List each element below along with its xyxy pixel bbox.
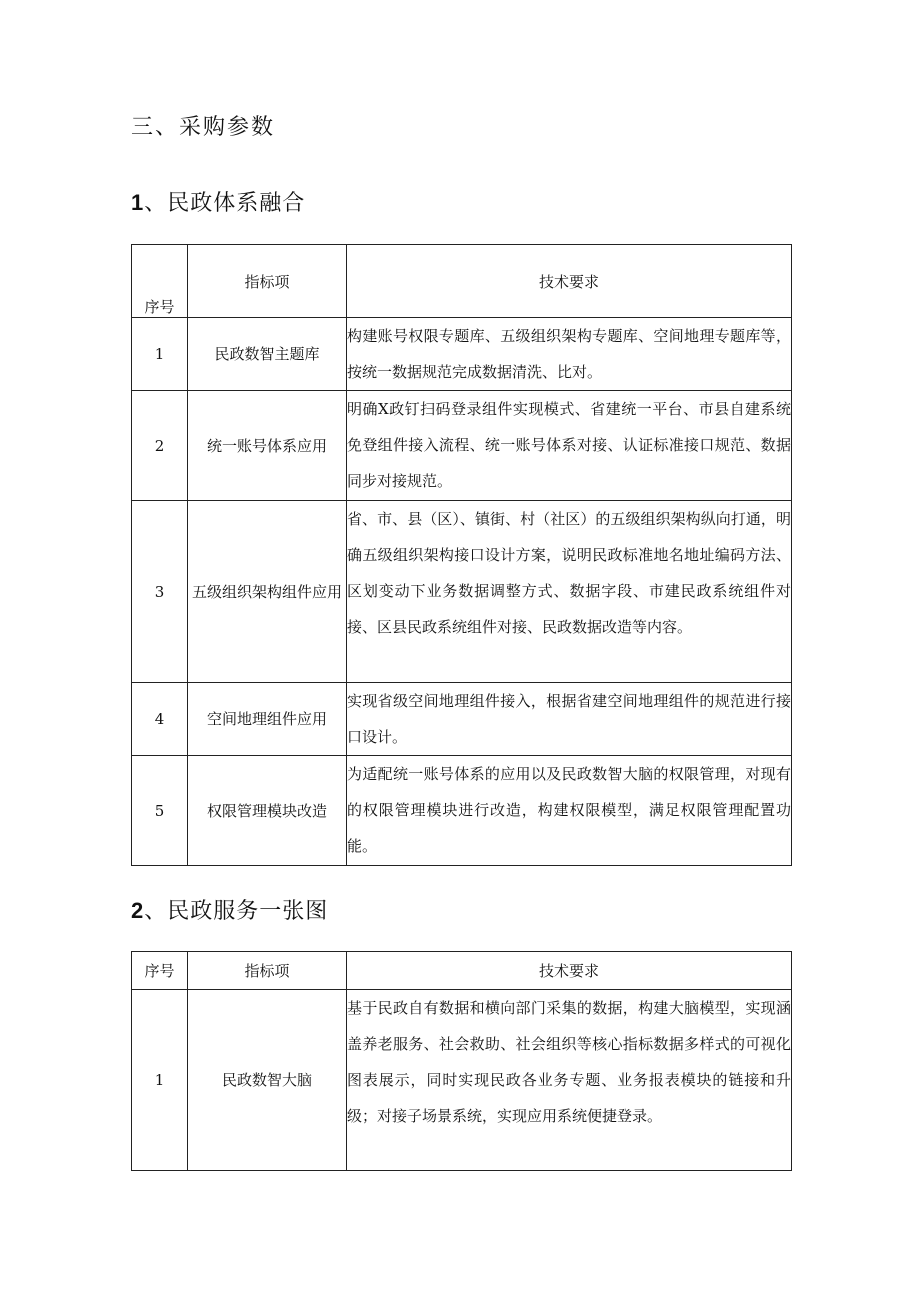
row-requirement: 基于民政自有数据和横向部门采集的数据，构建大脑模型，实现涵盖养老服务、社会救助、社会组织等核心指标数据多样式的可视化图表展示，同时实现民政各业务专题、业务报表模块的链接和升级；对接子场景系统，实现应用系统便捷登录。 (347, 990, 792, 1171)
header-item: 指标项 (188, 952, 347, 990)
table-row (132, 318, 792, 391)
section-1-title (131, 186, 305, 217)
row-index: 1 (132, 990, 188, 1171)
row-requirement: 实现省级空间地理组件接入，根据省建空间地理组件的规范进行接口设计。 (347, 683, 792, 756)
row-item: 五级组织架构组件应用 (188, 501, 347, 683)
row-index: 2 (132, 391, 188, 501)
row-requirement: 省、市、县（区）、镇街、村（社区）的五级组织架构纵向打通，明确五级组织架构接口设计方案，说明民政标准地名地址编码方法、区划变动下业务数据调整方式、数据字段、市建民政系统组件对接、区县民政系统组件对接、民政数据改造等内容。 (347, 501, 792, 683)
row-item: 权限管理模块改造 (188, 756, 347, 866)
header-index: 序号 (132, 952, 188, 990)
row-index: 3 (132, 501, 188, 683)
row-item: 民政数智主题库 (188, 318, 347, 391)
row-requirement: 为适配统一账号体系的应用以及民政数智大脑的权限管理，对现有的权限管理模块进行改造，构建权限模型，满足权限管理配置功能。 (347, 756, 792, 866)
row-requirement: 明确X政钉扫码登录组件实现模式、省建统一平台、市县自建系统免登组件接入流程、统一账号体系对接、认证标准接口规范、数据同步对接规范。 (347, 391, 792, 501)
row-index: 1 (132, 318, 188, 391)
section-2-title (131, 894, 328, 925)
table-header-row (132, 245, 792, 318)
header-index: 序号 (132, 245, 188, 318)
row-item: 统一账号体系应用 (188, 391, 347, 501)
section-2-number: 2 (131, 898, 145, 923)
table-row (132, 391, 792, 501)
row-requirement: 构建账号权限专题库、五级组织架构专题库、空间地理专题库等，按统一数据规范完成数据清洗、比对。 (347, 318, 792, 391)
header-requirement: 技术要求 (347, 952, 792, 990)
row-index: 5 (132, 756, 188, 866)
table-row (132, 683, 792, 756)
section-1-table (131, 244, 792, 866)
header-requirement: 技术要求 (347, 245, 792, 318)
section-1-number: 1 (131, 190, 145, 215)
main-heading: 三、采购参数 (131, 115, 276, 140)
row-item: 民政数智大脑 (188, 990, 347, 1171)
row-item: 空间地理组件应用 (188, 683, 347, 756)
section-2-table (131, 951, 792, 1171)
row-index: 4 (132, 683, 188, 756)
table-row (132, 990, 792, 1171)
table-row (132, 501, 792, 683)
section-2-title-text: 、民政服务一张图 (144, 899, 329, 924)
table-header-row (132, 952, 792, 990)
section-1-title-text: 、民政体系融合 (144, 191, 306, 216)
table-row (132, 756, 792, 866)
header-item: 指标项 (188, 245, 347, 318)
